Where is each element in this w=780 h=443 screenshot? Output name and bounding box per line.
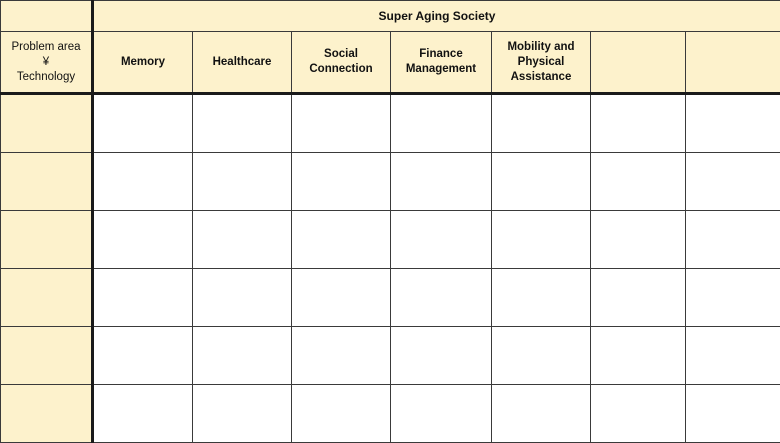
axis-label-problem-area: Problem area [1,40,91,55]
matrix-cell[interactable] [193,211,292,269]
column-header-line: Mobility and [492,40,590,55]
column-header-line: Memory [94,55,192,70]
column-header-line: Physical [492,55,590,70]
row-stub-cell[interactable] [1,327,93,385]
matrix-cell[interactable] [591,153,686,211]
matrix-cell[interactable] [591,211,686,269]
matrix-cell[interactable] [492,269,591,327]
matrix-cell[interactable] [686,211,780,269]
column-header-line: Assistance [492,70,590,85]
column-header-line: Connection [292,62,390,77]
column-header-1 [93,32,193,94]
column-header-5 [492,32,591,94]
row-stub-cell[interactable] [1,94,93,153]
matrix-cell[interactable] [686,269,780,327]
matrix-row [1,211,780,269]
matrix-row [1,327,780,385]
matrix-title: Super Aging Society [93,1,780,32]
column-header-3 [292,32,391,94]
column-header-line: Finance [391,47,491,62]
matrix-cell[interactable] [193,269,292,327]
matrix-row [1,269,780,327]
matrix-cell[interactable] [391,385,492,443]
row-stub-cell[interactable] [1,385,93,443]
matrix-cell[interactable] [686,327,780,385]
column-header-line: Social [292,47,390,62]
matrix-cell[interactable] [492,153,591,211]
matrix-cell[interactable] [292,94,391,153]
matrix-cell[interactable] [292,211,391,269]
matrix-cell[interactable] [686,153,780,211]
corner-cell-top [1,1,93,32]
matrix-cell[interactable] [292,153,391,211]
matrix-cell[interactable] [93,327,193,385]
row-stub-cell[interactable] [1,153,93,211]
matrix-row [1,94,780,153]
row-stub-cell[interactable] [1,211,93,269]
column-header-7 [686,32,780,94]
axis-label-technology: Technology [1,70,91,85]
matrix-cell[interactable] [193,327,292,385]
matrix-cell[interactable] [193,94,292,153]
matrix-cell[interactable] [391,153,492,211]
matrix-cell[interactable] [292,269,391,327]
matrix-cell[interactable] [93,94,193,153]
matrix-cell[interactable] [93,211,193,269]
matrix-cell[interactable] [391,327,492,385]
column-header-4 [391,32,492,94]
column-header-line: Healthcare [193,55,291,70]
matrix-cell[interactable] [93,385,193,443]
matrix-cell[interactable] [93,269,193,327]
matrix-cell[interactable] [686,94,780,153]
column-header-line: Management [391,62,491,77]
matrix-row [1,385,780,443]
matrix-cell[interactable] [591,94,686,153]
matrix-cell[interactable] [391,211,492,269]
matrix-cell[interactable] [391,94,492,153]
column-header-2 [193,32,292,94]
matrix-cell[interactable] [292,385,391,443]
column-header-6 [591,32,686,94]
row-stub-cell[interactable] [1,269,93,327]
matrix-cell[interactable] [492,94,591,153]
matrix-cell[interactable] [591,269,686,327]
matrix-cell[interactable] [292,327,391,385]
matrix-cell[interactable] [492,385,591,443]
matrix-cell[interactable] [686,385,780,443]
axis-label-cell [1,32,93,94]
matrix-cell[interactable] [391,269,492,327]
matrix-cell[interactable] [492,211,591,269]
matrix-cell[interactable] [492,327,591,385]
matrix-cell[interactable] [193,385,292,443]
matrix-row [1,153,780,211]
matrix-cell[interactable] [93,153,193,211]
matrix-cell[interactable] [591,327,686,385]
matrix-cell[interactable] [193,153,292,211]
axis-label-symbol: ¥ [1,55,91,70]
matrix-cell[interactable] [591,385,686,443]
